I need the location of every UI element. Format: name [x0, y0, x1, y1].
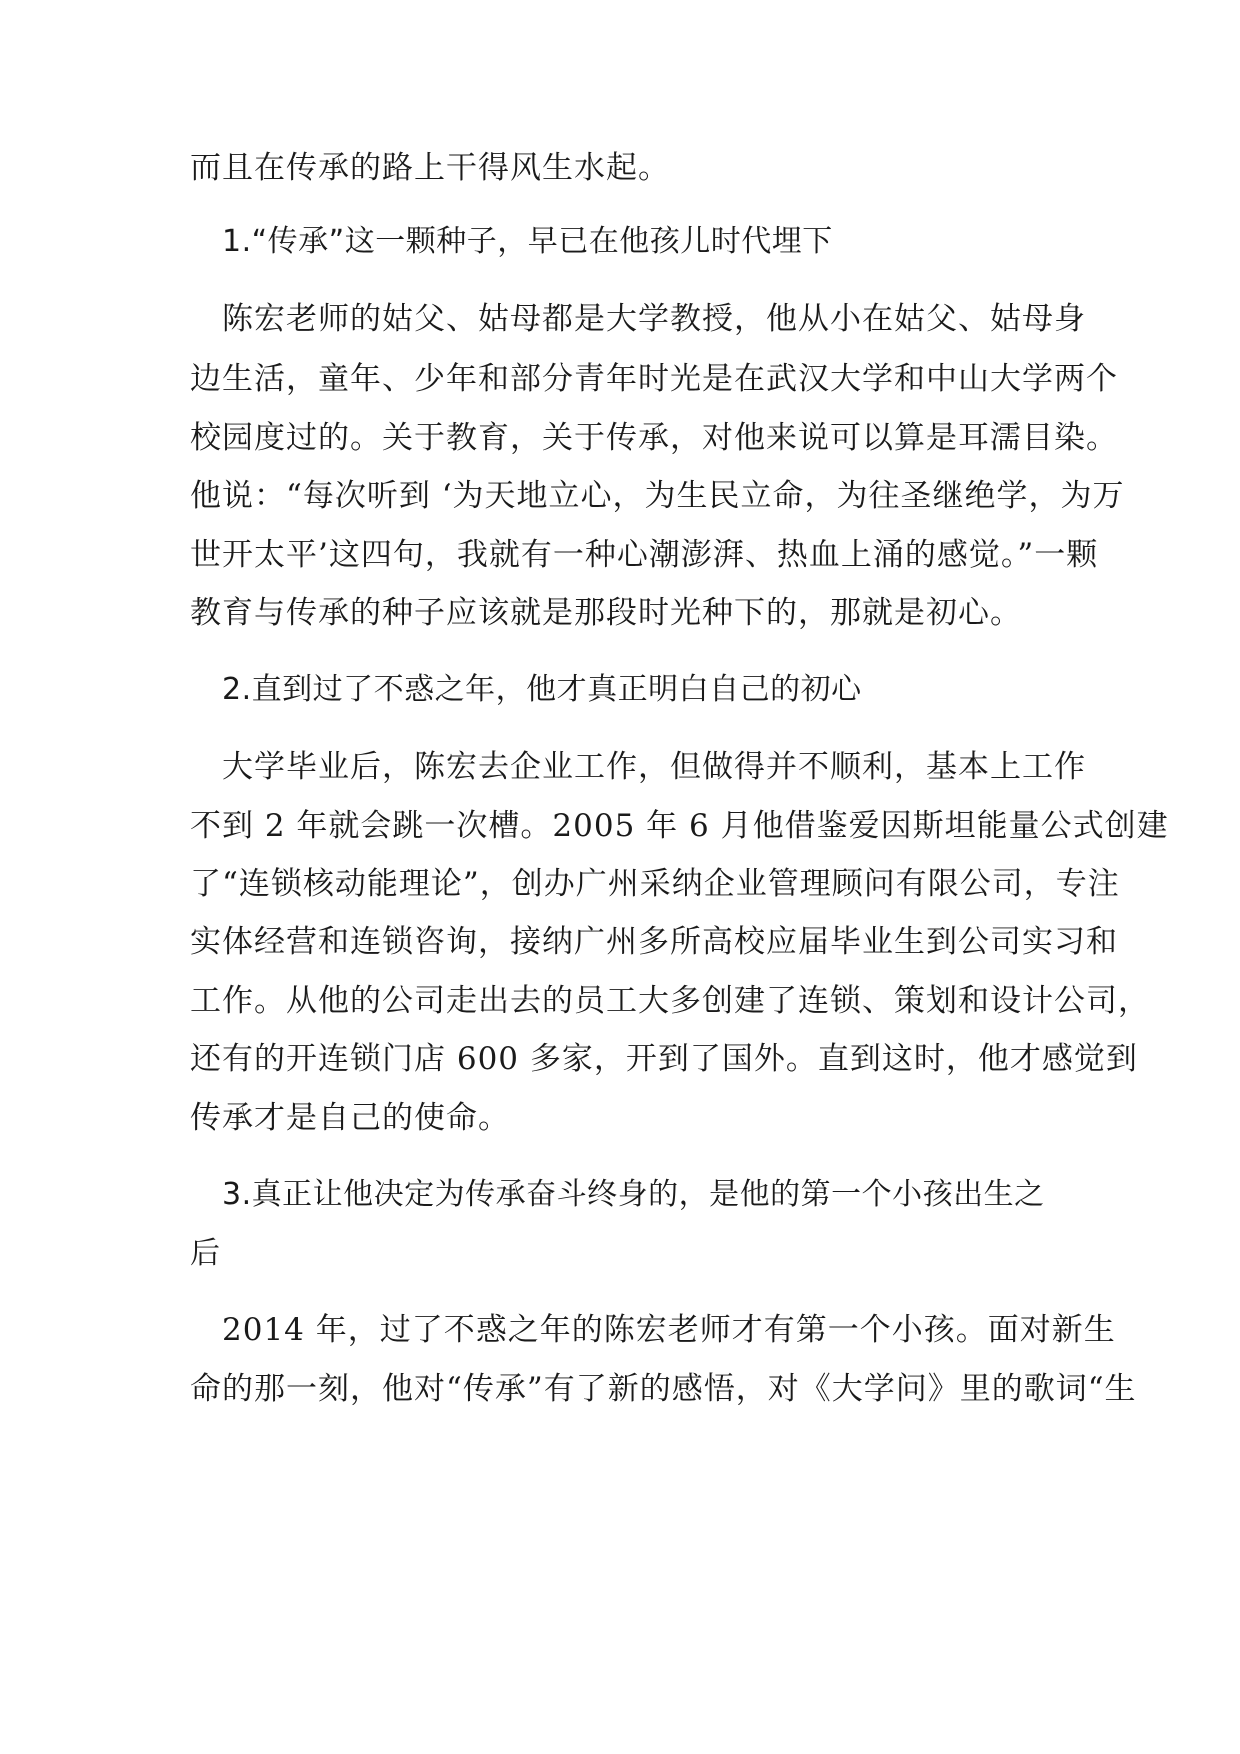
text-line: 而且在传承的路上干得风生水起。	[190, 150, 670, 186]
section-heading-2: 2.直到过了不惑之年，他才真正明白自己的初心	[222, 672, 862, 707]
text-line: 2014 年，过了不惑之年的陈宏老师才有第一个小孩。面对新生	[222, 1312, 1116, 1348]
text-line: 不到 2 年就会跳一次槽。2005 年 6 月他借鉴爱因斯坦能量公式创建	[190, 808, 1169, 844]
text-line: 陈宏老师的姑父、姑母都是大学教授，他从小在姑父、姑母身	[222, 301, 1086, 337]
text-line: 教育与传承的种子应该就是那段时光种下的，那就是初心。	[190, 595, 1022, 631]
section-heading-1: 1.“传承”这一颗种子，早已在他孩儿时代埋下	[222, 224, 833, 259]
text-line: 大学毕业后，陈宏去企业工作，但做得并不顺利，基本上工作	[222, 749, 1086, 785]
text-line: 工作。从他的公司走出去的员工大多创建了连锁、策划和设计公司，	[190, 983, 1150, 1019]
text-line: 了“连锁核动能理论”，创办广州采纳企业管理顾问有限公司，专注	[190, 866, 1120, 902]
text-line: 边生活，童年、少年和部分青年时光是在武汉大学和中山大学两个	[190, 361, 1118, 397]
text-line: 传承才是自己的使命。	[190, 1100, 510, 1136]
text-line: 校园度过的。关于教育，关于传承，对他来说可以算是耳濡目染。	[190, 420, 1118, 456]
section-heading-3-continued: 后	[190, 1236, 221, 1271]
text-line: 实体经营和连锁咨询，接纳广州多所高校应届毕业生到公司实习和	[190, 924, 1118, 960]
text-line: 他说：“每次听到 ‘为天地立心，为生民立命，为往圣继绝学，为万	[190, 478, 1125, 514]
section-heading-3: 3.真正让他决定为传承奋斗终身的，是他的第一个小孩出生之	[222, 1177, 1045, 1212]
text-line: 命的那一刻，他对“传承”有了新的感悟，对《大学问》里的歌词“生	[190, 1371, 1137, 1407]
text-line: 世开太平’这四句，我就有一种心潮澎湃、热血上涌的感觉。”一颗	[190, 537, 1099, 573]
text-line: 还有的开连锁门店 600 多家，开到了国外。直到这时，他才感觉到	[190, 1041, 1138, 1077]
